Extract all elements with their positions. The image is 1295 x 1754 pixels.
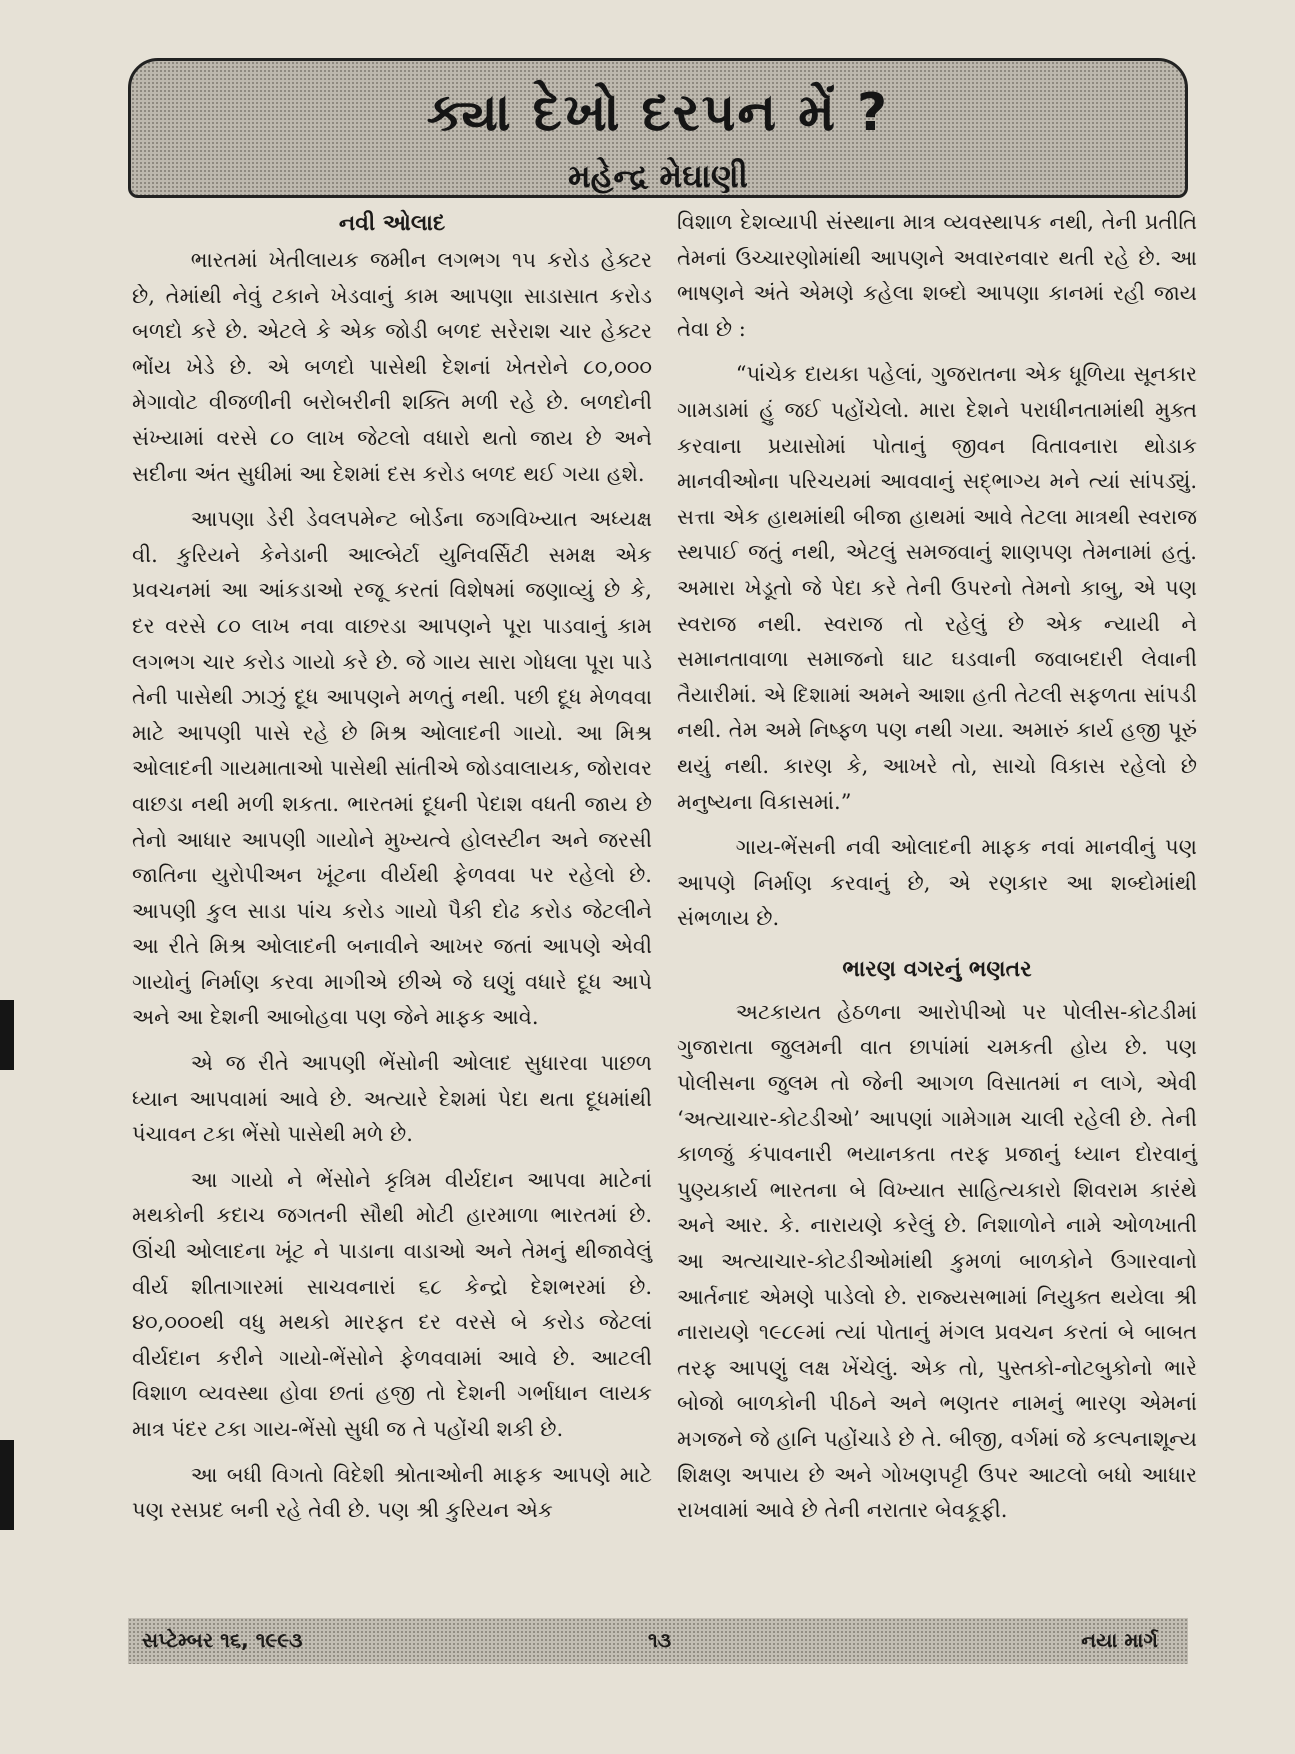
paragraph: ગાય-ભેંસની નવી ઓલાદની માફક નવાં માનવીનું પણ આપણે નિર્માણ કરવાનું છે, એ રણકાર આ શબ્દોમાંથી સંભળાય છે. [677, 835, 1197, 931]
page-edge-tear [0, 1440, 14, 1530]
section-heading-navi-olad: નવી ઓલાદ [338, 211, 446, 236]
left-column [132, 205, 652, 1539]
paragraph: આ ગાયો ને ભેંસોને કૃત્રિમ વીર્યદાન આપવા માટેનાં મથકોની કદાચ જગતની સૌથી મોટી હારમાળા ભારતમાં છે. ઊંચી ઓલાદના ખૂંટ ને પાડાના વાડાઓ અને તેમનું થીજાવેલું વીર્ય શીતાગારમાં સાચવનારાં ૬૮ કેન્દ્રો દેશભરમાં છે. ૪૦,૦૦૦થી વધુ મથકો મારફત દર વરસે બે કરોડ જેટલાં વીર્યદાન કરીને ગાયો-ભેંસોને ફેળવવામાં આવે છે. આટલી વિશાળ વ્યવસ્થા હોવા છતાં હજી તો દેશની ગર્ભાધાન લાયક માત્ર પંદર ટકા ગાય-ભેંસો સુધી જ તે પહોંચી શકી છે. [132, 1167, 652, 1441]
paragraph: ભારતમાં ખેતીલાયક જમીન લગભગ ૧૫ કરોડ હેક્ટર છે, તેમાંથી નેવું ટકાને ખેડવાનું કામ આપણા સાડાસાત કરોડ બળદો કરે છે. એટલે કે એક જોડી બળદ સરેરાશ ચાર હેક્ટર ભોંય ખેડે છે. એ બળદો પાસેથી દેશનાં ખેતરોને ૮૦,૦૦૦ મેગાવોટ વીજળીની બરોબરીની શક્તિ મળી રહે છે. બળદોની સંખ્યામાં વરસે ૮૦ લાખ જેટલો વધારો થતો જાય છે અને સદીના અંત સુધીમાં આ દેશમાં દસ કરોડ બળદ થઈ ગયા હશે. [132, 248, 652, 486]
page-number: ૧૩ [648, 1628, 672, 1652]
article-author: મહેન્દ્ર મેઘાણી [568, 157, 748, 195]
paragraph: અટકાયત હેઠળના આરોપીઓ પર પોલીસ-કોટડીમાં ગુજારાતા જુલમની વાત છાપાંમાં ચમકતી હોય છે. પણ પોલીસના જુલમ તો જેની આગળ વિસાતમાં ન લાગે, એવી ‘અત્યાચાર-કોટડીઓ’ આપણાં ગામેગામ ચાલી રહેલી છે. તેની કાળજું કંપાવનારી ભયાનકતા તરફ પ્રજાનું ધ્યાન દોરવાનું પુણ્યકાર્ય ભારતના બે વિખ્યાત સાહિત્યકારો શિવરામ કારંથે અને આર. કે. નારાયણે કરેલું છે. નિશાળોને નામે ઓળખાતી આ અત્યાચાર-કોટડીઓમાંથી કુમળાં બાળકોને ઉગારવાનો આર્તનાદ એમણે પાડેલો છે. રાજ્યસભામાં નિયુક્ત થયેલા શ્રી નારાયણે ૧૯૮૯માં ત્યાં પોતાનું મંગલ પ્રવચન કરતાં બે બાબત તરફ આપણું લક્ષ ખેંચેલું. એક તો, પુસ્તકો-નોટબુકોનો ભારે બોજો બાળકોની પીઠને અને ભણતર નામનું ભારણ એમનાં મગજને જે હાનિ પહોંચાડે છે તે. બીજી, વર્ગમાં જે કલ્પનાશૂન્ય શિક્ષણ અપાય છે અને ગોખણપટ્ટી ઉપર આટલો બધો આધાર રાખવામાં આવે છે તેની નરાતાર બેવકૂફી. [677, 999, 1197, 1523]
article-title: ક્યા દેખો દરપન મેં ? [426, 83, 890, 143]
magazine-name: નયા માર્ગ [1081, 1628, 1158, 1652]
paragraph: એ જ રીતે આપણી ભેંસોની ઓલાદ સુધારવા પાછળ ધ્યાન આપવામાં આવે છે. અત્યારે દેશમાં પેદા થતા દૂધમાંથી પંચાવન ટકા ભેંસો પાસેથી મળે છે. [132, 1051, 652, 1147]
page-footer [128, 1618, 1188, 1664]
paragraph: વિશાળ દેશવ્યાપી સંસ્થાના માત્ર વ્યવસ્થાપક નથી, તેની પ્રતીતિ તેમનાં ઉચ્ચારણોમાંથી આપણને અવારનવાર થતી રહે છે. આ ભાષણને અંતે એમણે કહેલા શબ્દો આપણા કાનમાં રહી જાય તેવા છે : [677, 210, 1197, 341]
title-banner [128, 58, 1188, 198]
section-heading-bharan: ભારણ વગરનું ભણતર [842, 956, 1032, 982]
paragraph: આ બધી વિગતો વિદેશી શ્રોતાઓની માફક આપણે માટે પણ રસપ્રદ બની રહે તેવી છે. પણ શ્રી કુરિયન એક [132, 1462, 652, 1523]
right-column [677, 205, 1197, 1539]
quote-paragraph: “પાંચેક દાયકા પહેલાં, ગુજરાતના એક ધૂળિયા સૂનકાર ગામડામાં હું જઈ પહોંચેલો. મારા દેશને પરાધીનતામાંથી મુક્ત કરવાના પ્રયાસોમાં પોતાનું જીવન વિતાવનારા થોડાક માનવીઓના પરિચયમાં આવવાનું સદ્ભાગ્ય મને ત્યાં સાંપડ્યું. સત્તા એક હાથમાંથી બીજા હાથમાં આવે તેટલા માત્રથી સ્વરાજ સ્થપાઈ જતું નથી, એટલું સમજવાનું શાણપણ તેમનામાં હતું. અમારા ખેડૂતો જે પેદા કરે તેની ઉપરનો તેમનો કાબુ, એ પણ સ્વરાજ નથી. સ્વરાજ તો રહેલું છે એક ન્યાયી ને સમાનતાવાળા સમાજનો ઘાટ ઘડવાની જવાબદારી લેવાની તૈયારીમાં. એ દિશામાં અમને આશા હતી તેટલી સફળતા સાંપડી નથી. તેમ અમે નિષ્ફળ પણ નથી ગયા. અમારું કાર્ય હજી પૂરું થયું નથી. કારણ કે, આખરે તો, સાચો વિકાસ રહેલો છે મનુષ્યના વિકાસમાં.” [677, 362, 1197, 814]
page-edge-tear [0, 1000, 14, 1070]
issue-date: સપ્ટેમ્બર ૧૬, ૧૯૯૩ [142, 1628, 303, 1652]
paragraph: આપણા ડેરી ડેવલપમેન્ટ બોર્ડના જગવિખ્યાત અધ્યક્ષ વી. કુરિયને કેનેડાની આલ્બેર્ટા યુનિવર્સિટી સમક્ષ એક પ્રવચનમાં આ આંકડાઓ રજૂ કરતાં વિશેષમાં જણાવ્યું છે કે, દર વરસે ૮૦ લાખ નવા વાછરડા આપણને પૂરા પાડવાનું કામ લગભગ ચાર કરોડ ગાયો કરે છે. જે ગાય સારા ગોધલા પૂરા પાડે તેની પાસેથી ઝાઝું દૂધ આપણને મળતું નથી. પછી દૂધ મેળવવા માટે આપણી પાસે રહે છે મિશ્ર ઓલાદની ગાયો. આ મિશ્ર ઓલાદની ગાયમાતાઓ પાસેથી સાંતીએ જોડવાલાયક, જોરાવર વાછડા નથી મળી શકતા. ભારતમાં દૂધની પેદાશ વધતી જાય છે તેનો આધાર આપણી ગાયોને મુખ્યત્વે હોલસ્ટીન અને જરસી જાતિના યુરોપીઅન ખૂંટના વીર્યથી ફેળવવા પર રહેલો છે. આપણી કુલ સાડા પાંચ કરોડ ગાયો પૈકી દોઢ કરોડ જેટલીને આ રીતે મિશ્ર ઓલાદની બનાવીને આખર જતાં આપણે એવી ગાયોનું નિર્માણ કરવા માગીએ છીએ જે ઘણું વધારે દૂધ આપે અને આ દેશની આબોહવા પણ જેને માફક આવે. [132, 507, 652, 1030]
